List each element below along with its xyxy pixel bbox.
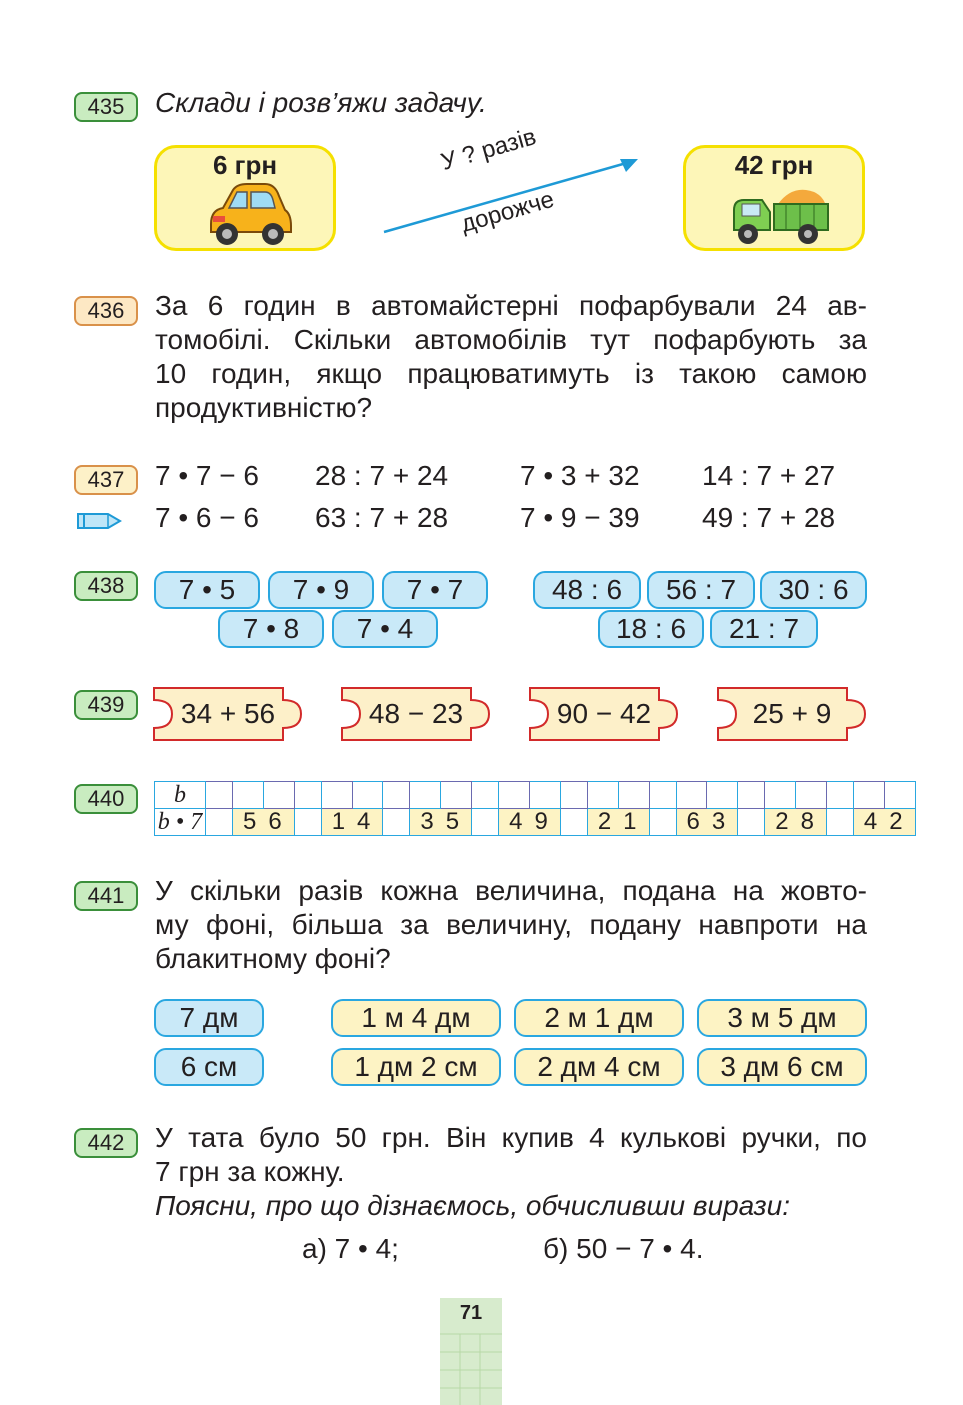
expr-box-438-rb-1: 18 : 6 bbox=[598, 610, 704, 648]
yellow-value-r1-3: 3 м 5 дм bbox=[697, 999, 867, 1037]
expr-box-438-lt-2: 7 • 9 bbox=[268, 571, 374, 609]
arrow-label-bottom: дорожче bbox=[458, 185, 558, 238]
expr-box-438-rt-2: 56 : 7 bbox=[647, 571, 755, 609]
product-cell: 35 bbox=[410, 809, 472, 836]
task-436-line-3: 10 годин, якщо працюватимуть із такою самою bbox=[155, 358, 867, 389]
blue-value-2: 6 см bbox=[154, 1048, 264, 1086]
expr-box-438-lt-3: 7 • 7 bbox=[382, 571, 488, 609]
puzzle-text-1: 34 + 56 bbox=[180, 698, 276, 729]
expr-box-438-lb-1: 7 • 8 bbox=[218, 610, 324, 648]
yellow-value-r2-3: 3 дм 6 см bbox=[697, 1048, 867, 1086]
product-cell: 63 bbox=[676, 809, 738, 836]
puzzle-piece-1 bbox=[153, 687, 303, 741]
puzzle-text-3: 90 − 42 bbox=[556, 698, 652, 729]
yellow-value-r1-2: 2 м 1 дм bbox=[514, 999, 684, 1037]
price-right: 42 грн bbox=[734, 150, 814, 180]
task-436-line-4: продуктивністю? bbox=[155, 392, 373, 423]
task-442-line-2: 7 грн за кожну. bbox=[155, 1156, 345, 1187]
expr-437-r1-c2: 28 : 7 + 24 bbox=[315, 460, 449, 491]
price-left: 6 грн bbox=[212, 150, 278, 180]
task-436-line-2: томобілі. Скільки автомобілів тут пофарбують за bbox=[155, 324, 867, 355]
arrow-label-top: У ? разів bbox=[438, 123, 540, 176]
expr-box-438-rt-1: 48 : 6 bbox=[533, 571, 641, 609]
blue-value-1: 7 дм bbox=[154, 999, 264, 1037]
table-row-b bbox=[155, 782, 916, 809]
task-442-expr-a: а) 7 • 4; bbox=[302, 1233, 399, 1264]
yellow-value-r2-1: 1 дм 2 см bbox=[331, 1048, 501, 1086]
product-cell: 56 bbox=[233, 809, 295, 836]
puzzle-text-2: 48 − 23 bbox=[368, 698, 464, 729]
expr-437-r1-c3: 7 • 3 + 32 bbox=[520, 460, 640, 491]
task-442-instruction: Поясни, про що дізнаємось, обчисливши вирази: bbox=[155, 1190, 790, 1221]
expr-437-r2-c3: 7 • 9 − 39 bbox=[520, 502, 640, 533]
yellow-value-r1-1: 1 м 4 дм bbox=[331, 999, 501, 1037]
product-cell: 14 bbox=[321, 809, 383, 836]
puzzle-piece-2 bbox=[341, 687, 491, 741]
puzzle-piece-3 bbox=[529, 687, 679, 741]
task-number-436: 436 bbox=[74, 296, 138, 326]
expr-437-r2-c2: 63 : 7 + 28 bbox=[315, 502, 449, 533]
table-row-b7 bbox=[155, 809, 916, 836]
puzzle-piece-4 bbox=[717, 687, 867, 741]
expr-437-r1-c1: 7 • 7 − 6 bbox=[155, 460, 259, 491]
task-442-expr-b: б) 50 − 7 • 4. bbox=[543, 1233, 704, 1264]
expr-437-r1-c4: 14 : 7 + 27 bbox=[702, 460, 836, 491]
row-label-b: b bbox=[155, 782, 206, 809]
task-number-438: 438 bbox=[74, 571, 138, 601]
price-box-right bbox=[683, 145, 865, 251]
task-number-439: 439 bbox=[74, 690, 138, 720]
task-441-line-3: блакитному фоні? bbox=[155, 943, 391, 974]
truck-icon bbox=[726, 182, 830, 248]
pencil-icon bbox=[76, 510, 122, 532]
product-cell: 28 bbox=[765, 809, 827, 836]
page-number: 71 bbox=[459, 1302, 483, 1324]
task-number-442: 442 bbox=[74, 1128, 138, 1158]
expr-437-r2-c1: 7 • 6 − 6 bbox=[155, 502, 259, 533]
task-442-line-1: У тата було 50 грн. Він купив 4 кулькові ручки, по bbox=[155, 1122, 867, 1153]
task-number-440: 440 bbox=[74, 784, 138, 814]
product-cell: 42 bbox=[853, 809, 915, 836]
task-number-441: 441 bbox=[74, 881, 138, 911]
row-label-b7: b • 7 bbox=[155, 809, 206, 836]
task-number-437: 437 bbox=[74, 465, 138, 495]
expr-437-r2-c4: 49 : 7 + 28 bbox=[702, 502, 836, 533]
product-cell: 49 bbox=[499, 809, 561, 836]
multiplication-table bbox=[154, 781, 916, 836]
task-436-line-1: За 6 годин в автомайстерні пофарбували 24 ав- bbox=[155, 290, 867, 321]
expr-box-438-lb-2: 7 • 4 bbox=[332, 610, 438, 648]
task-441-line-1: У скільки разів кожна величина, подана на жовто- bbox=[155, 875, 867, 906]
task-number-435: 435 bbox=[74, 92, 138, 122]
expr-box-438-rb-2: 21 : 7 bbox=[710, 610, 818, 648]
yellow-value-r2-2: 2 дм 4 см bbox=[514, 1048, 684, 1086]
task-441-line-2: му фоні, більша за величину, подану навпроти на bbox=[155, 909, 867, 940]
expr-box-438-lt-1: 7 • 5 bbox=[154, 571, 260, 609]
price-box-left bbox=[154, 145, 336, 251]
task-435-text: Склади і розв’яжи задачу. bbox=[155, 87, 487, 118]
page-number-block bbox=[440, 1298, 502, 1405]
expr-box-438-rt-3: 30 : 6 bbox=[760, 571, 867, 609]
car-icon bbox=[203, 182, 295, 248]
product-cell: 21 bbox=[587, 809, 649, 836]
puzzle-text-4: 25 + 9 bbox=[752, 698, 832, 729]
